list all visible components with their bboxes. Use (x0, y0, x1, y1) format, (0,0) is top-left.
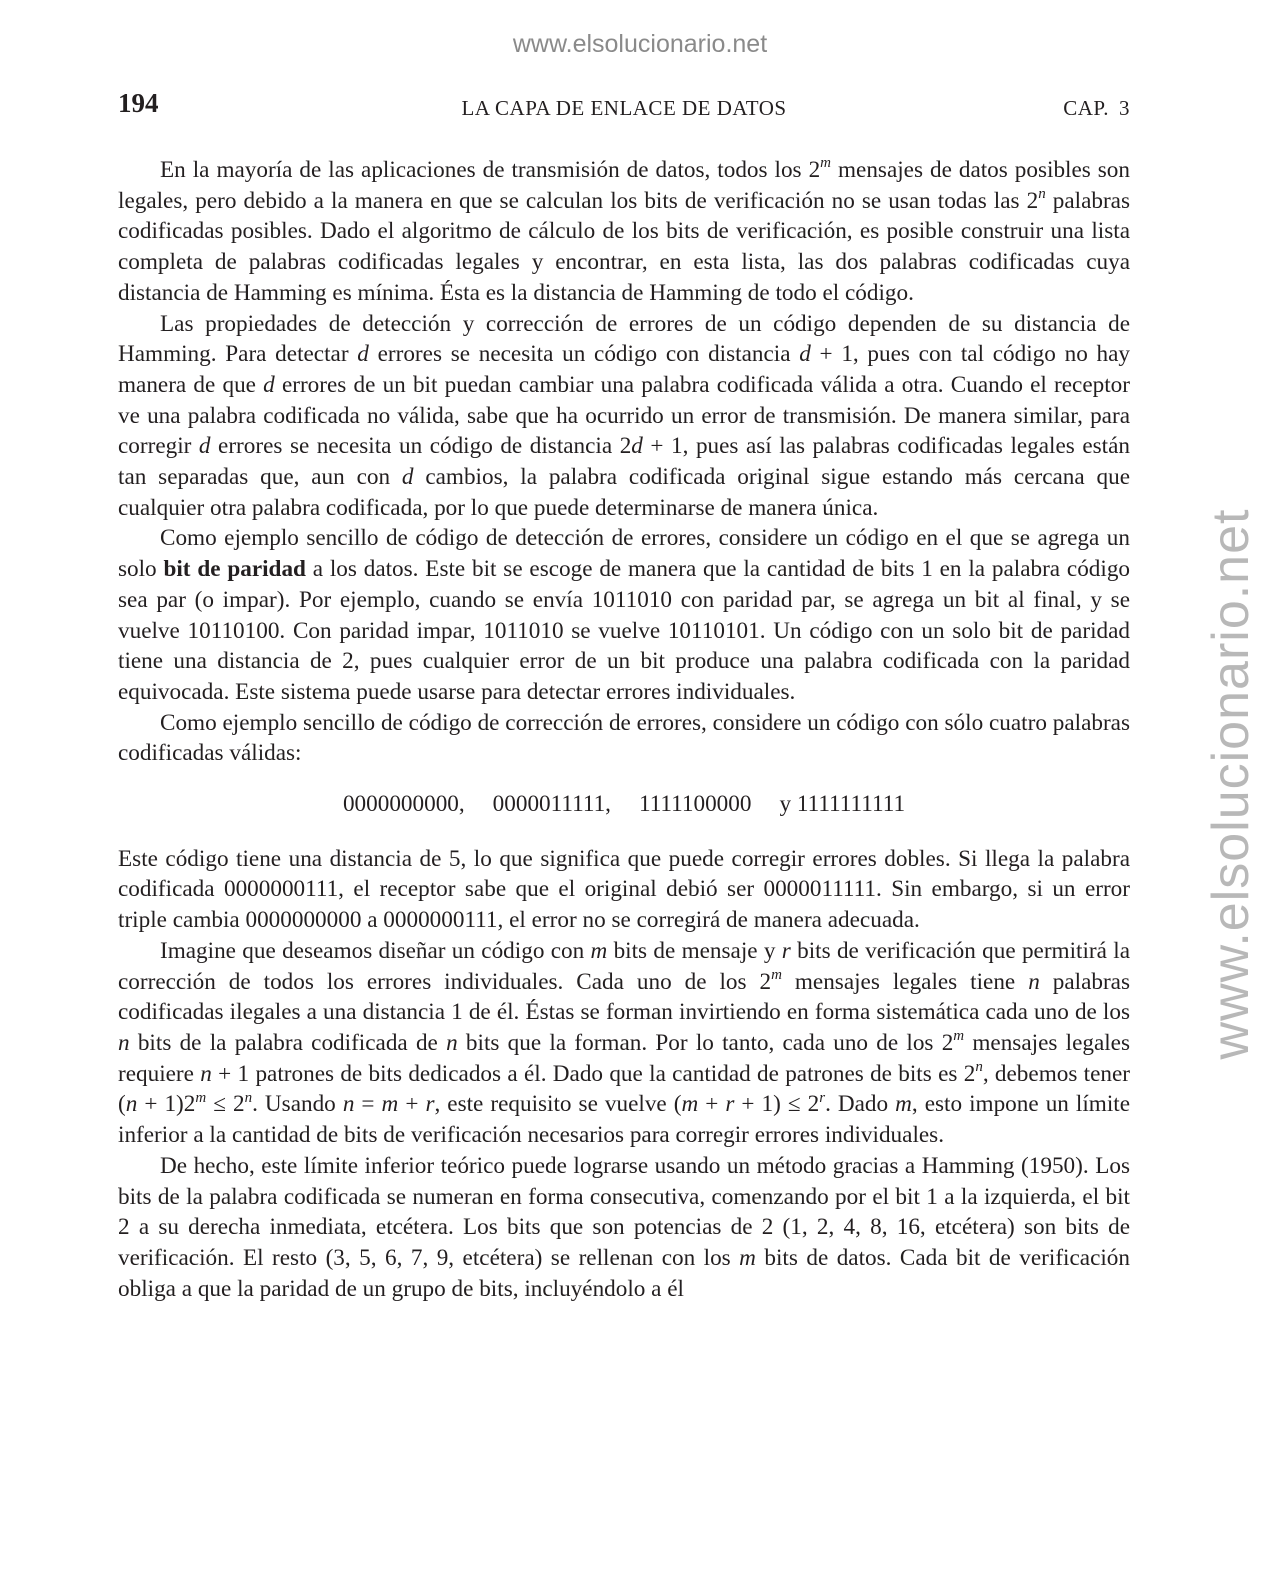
body-text (118, 155, 1130, 1304)
chapter-label (1053, 96, 1130, 121)
codeword: 1111100000 (638, 791, 752, 818)
codeword: 0000000000, (342, 791, 465, 818)
codeword: y 1111111111 (779, 791, 906, 818)
paragraph: En la mayoría de las aplicaciones de transmisión de datos, todos los 2$^m$ mensajes de datos posibles son legales, pero debido a la manera en que se calculan los bits de verificación no se usan todas las 2$^n$ palabras codificadas posibles. Dado el algoritmo de cálculo de los bits de verificación, es posible construir una lista completa de palabras codificadas legales y encontrar, en esta lista, las dos palabras codificadas cuya distancia de Hamming es mínima. Ésta es la distancia de Hamming de todo el código. (118, 155, 1130, 306)
codeword: 0000011111, (492, 791, 611, 818)
paragraph: Como ejemplo sencillo de código de detección de errores, considere un código en el que se agrega un solo bit de paridad a los datos. Este bit se escoge de manera que la cantidad de bits 1 en la palabra código sea par (o impar). Por ejemplo, cuando se envía 1011010 con paridad par, se agrega un bit al final, y se vuelve 10110100. Con paridad impar, 1011010 se vuelve 10110101. Un código con un solo bit de paridad tiene una distancia de 2, pues cualquier error de un bit produce una palabra codificada con la paridad equivocada. Este sistema puede usarse para detectar errores individuales. (118, 525, 1131, 705)
page-header (118, 88, 1130, 128)
paragraph: Las propiedades de detección y corrección de errores de un código dependen de su distancia de Hamming. Para detectar d errores se necesita un código con distancia d + 1, pues con tal código no hay manera de que d errores de un bit puedan cambiar una palabra codificada válida a otra. Cuando el receptor ve una palabra codificada no válida, sabe que ha ocurrido un error de transmisión. De manera similar, para corregir d errores se necesita un código de distancia 2d + 1, pues así las palabras codificadas legales están tan separadas que, aun con d cambios, la palabra codificada original sigue estando más cercana que cualquier otra palabra codificada, por lo que puede determinarse de manera única. (118, 310, 1131, 521)
chapter-number: 3 (1119, 96, 1130, 120)
page-number: 194 (118, 88, 159, 118)
codeword-list (118, 789, 1130, 820)
paragraph: De hecho, este límite inferior teórico puede lograrse usando un método gracias a Hamming (1950). Los bits de la palabra codificada se numeran en forma consecutiva, comenzando por el bit 1 a la izquierda, el bit 2 a su derecha inmediata, etcétera. Los bits que son potencias de 2 (1, 2, 4, 8, 16, etcétera) son bits de verificación. El resto (3, 5, 6, 7, 9, etcétera) se rellenan con los m bits de datos. Cada bit de verificación obliga a que la paridad de un grupo de bits, incluyéndolo a él (118, 1152, 1130, 1302)
paragraph: Este código tiene una distancia de 5, lo que significa que puede corregir errores dobles. Si llega la palabra codificada 0000000111, el receptor sabe que el original debió ser 0000011111. Sin embargo, si un error triple cambia 0000000000 a 0000000111, el error no se corregirá de manera adecuada. (118, 845, 1130, 934)
chapter-label-text: CAP. (1063, 96, 1109, 120)
watermark-top: www.elsolucionario.net (512, 30, 768, 58)
watermark-side: www.elsolucionario.net (1202, 508, 1260, 1060)
paragraph: Como ejemplo sencillo de código de corrección de errores, considere un código con sólo cuatro palabras codificadas válidas: (118, 709, 1130, 767)
paragraph: Imagine que deseamos diseñar un código con m bits de mensaje y r bits de verificación que permitirá la corrección de todos los errores individuales. Cada uno de los 2$^m$ mensajes legales tiene n palabras codificadas ilegales a una distancia 1 de él. Éstas se forman invirtiendo en forma sistemática cada uno de los n bits de la palabra codificada de n bits que la forman. Por lo tanto, cada uno de los 2$^m$ mensajes legales requiere n + 1 patrones de bits dedicados a él. Dado que la cantidad de patrones de bits es 2$^n$, debemos tener $(n + 1)2^m \le 2^n$. Usando n = m + r, este requisito se vuelve $(m + r + 1) \le 2^r$. Dado m, esto impone un límite inferior a la cantidad de bits de verificación necesarios para corregir errores individuales. (118, 937, 1131, 1149)
running-title: LA CAPA DE ENLACE DE DATOS (461, 96, 787, 120)
